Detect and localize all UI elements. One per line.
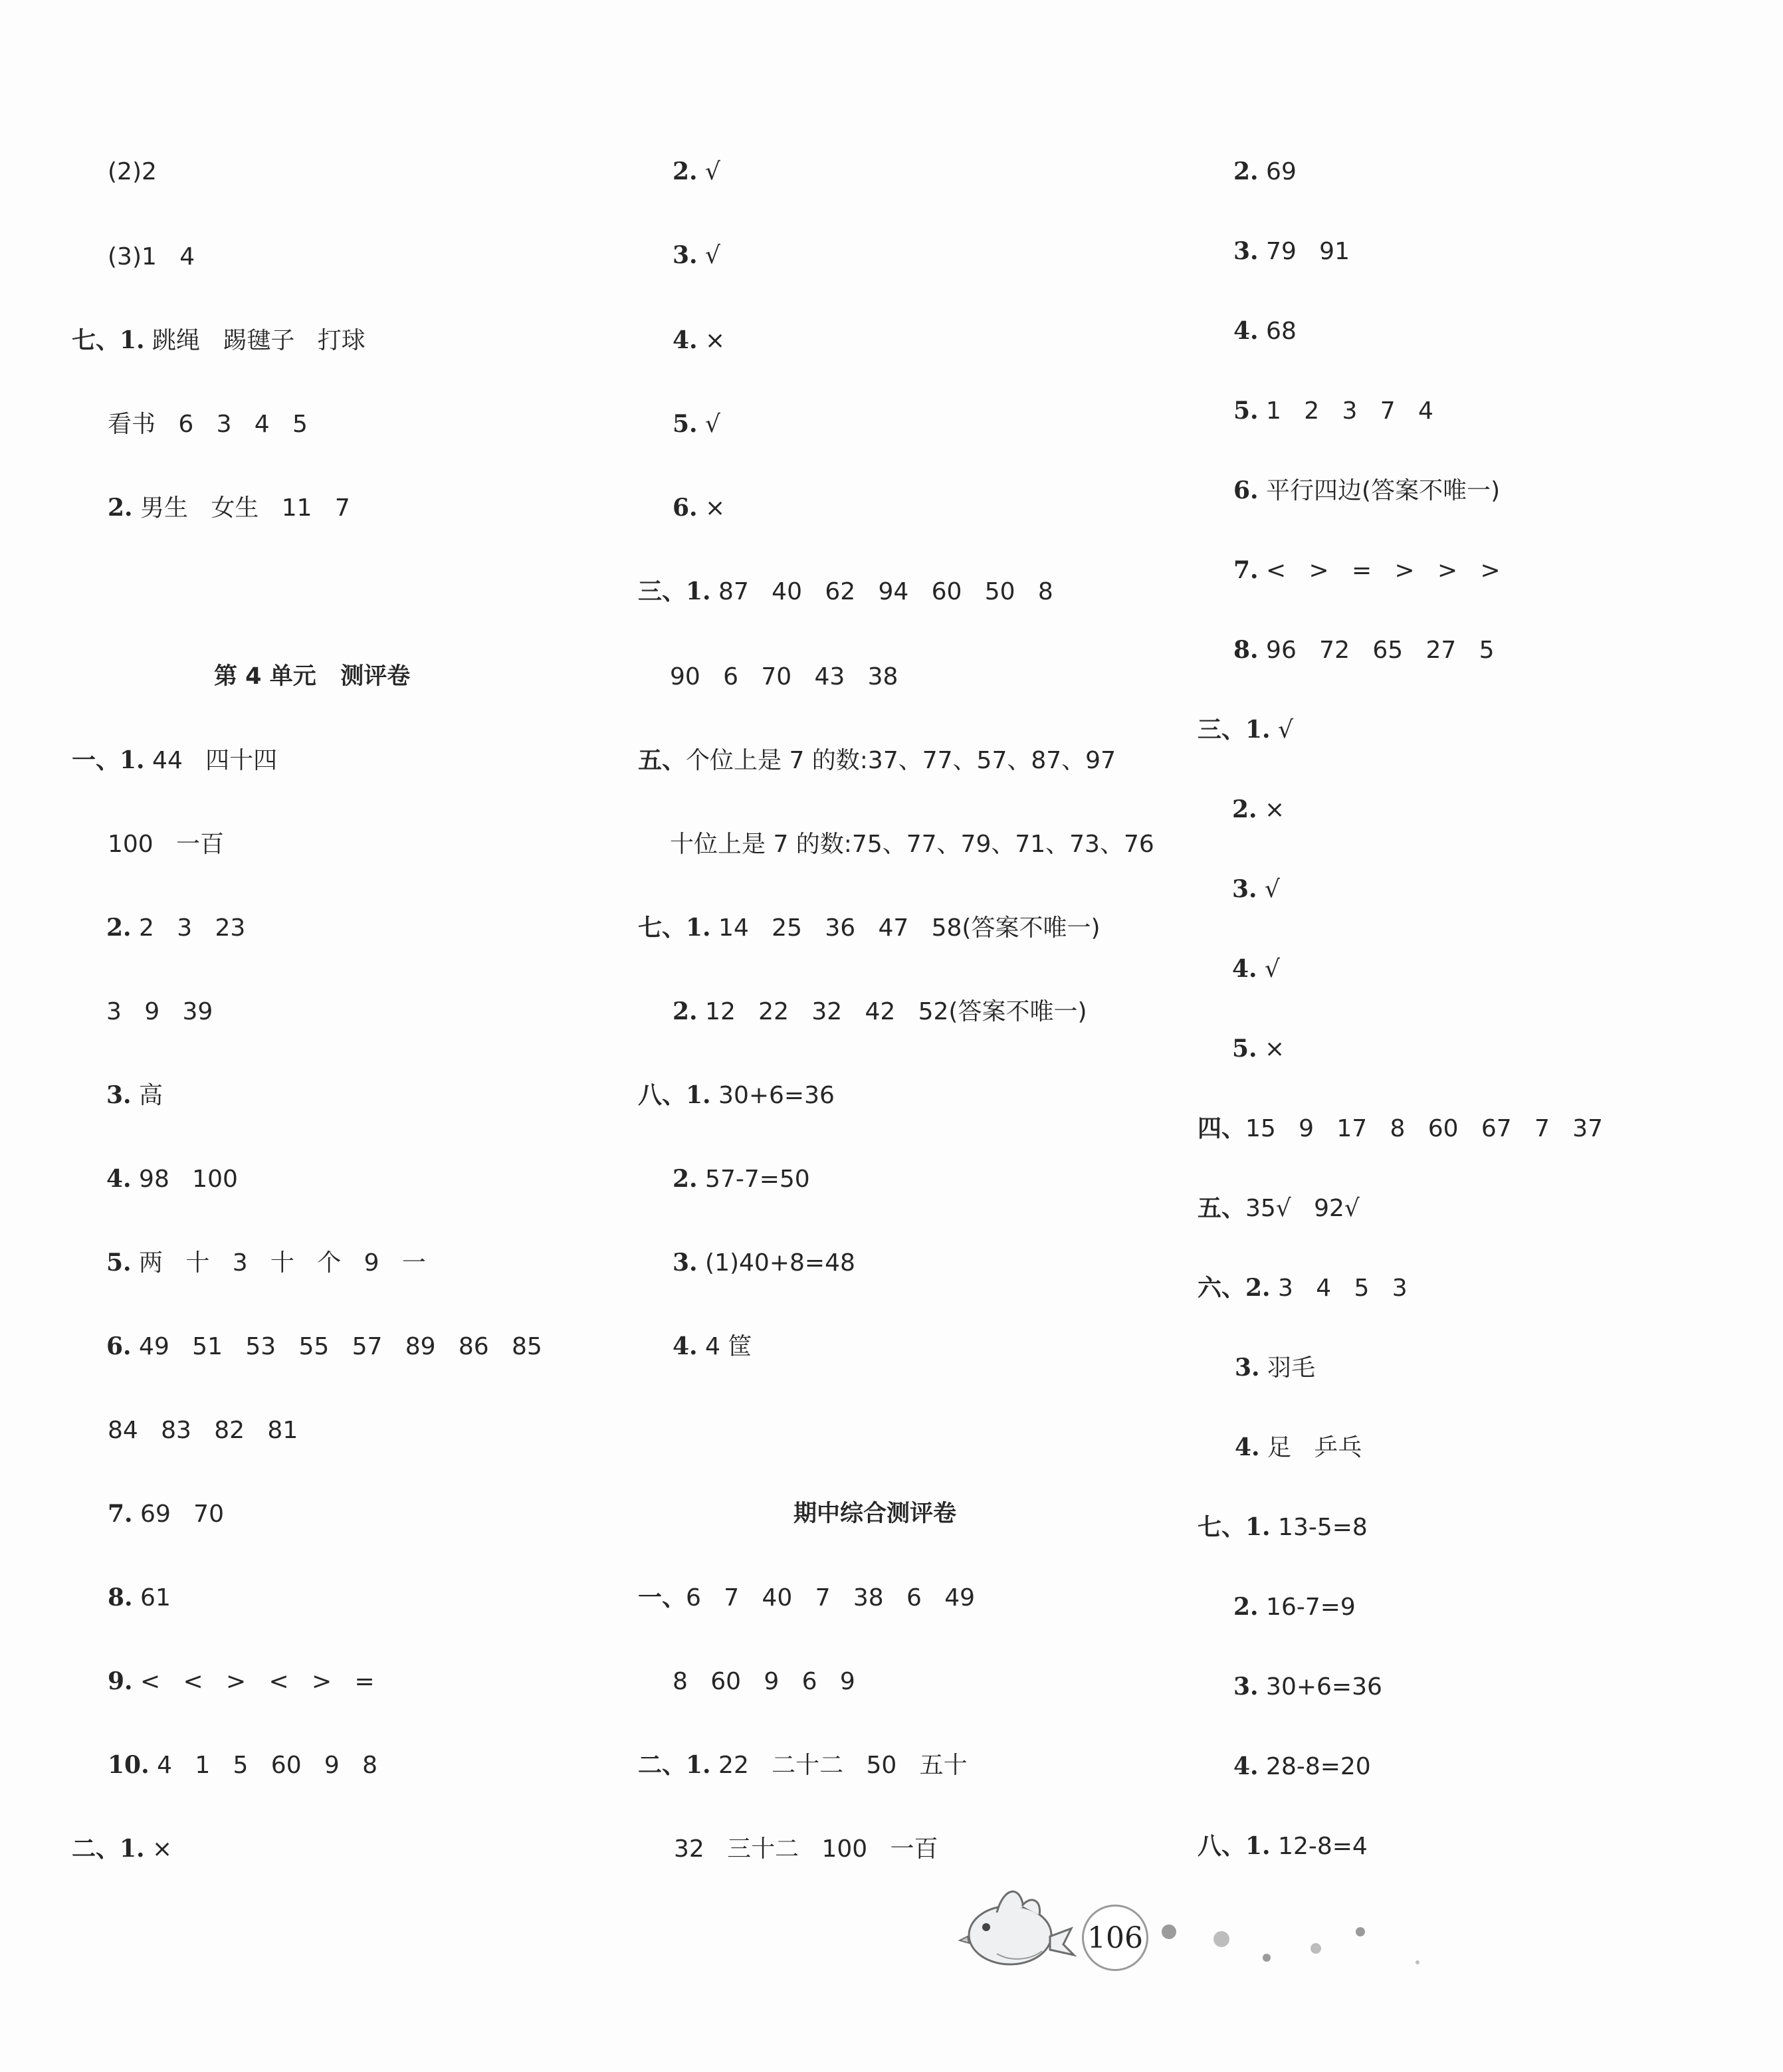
answer-line (108, 1749, 377, 1782)
item-number: 6. (106, 1332, 132, 1360)
answer-line (106, 1163, 238, 1195)
answer-line (108, 1498, 224, 1530)
answer-text: 3 9 39 (106, 998, 213, 1025)
answer-text: 69 70 (132, 1501, 224, 1528)
item-number: 2. (1233, 157, 1259, 185)
item-number: 10. (108, 1751, 150, 1779)
answer-line (673, 239, 720, 272)
answer-line (638, 912, 1101, 944)
decorative-dot (1356, 1927, 1365, 1936)
answer-line (638, 1079, 835, 1112)
item-number: 2. (1232, 795, 1257, 823)
answer-line (106, 1079, 163, 1112)
item-number: 2. (673, 157, 698, 185)
answer-text: 69 (1258, 158, 1297, 185)
decorative-dot (1162, 1924, 1176, 1939)
item-number: 4. (106, 1165, 132, 1193)
item-number: 一、1. (72, 746, 145, 774)
section-heading: 期中综合测评卷 (793, 1501, 957, 1527)
answer-text: 男生 女生 11 7 (132, 494, 350, 522)
answer-text: 30+6=36 (1258, 1673, 1382, 1701)
answer-text: 22 二十二 50 五十 (710, 1752, 968, 1779)
answer-line (1235, 1431, 1362, 1464)
answer-line (1198, 1511, 1368, 1544)
item-number: 3. (673, 1249, 698, 1277)
answer-text: 90 6 70 43 38 (670, 663, 898, 690)
item-number: 3. (1233, 237, 1259, 265)
decorative-dot (1416, 1960, 1419, 1964)
item-number: 4. (673, 326, 698, 354)
item-number: 4. (1235, 1433, 1260, 1461)
answer-line (108, 408, 308, 441)
answer-text: 6 7 40 7 38 6 49 (686, 1584, 976, 1611)
answer-line (673, 492, 725, 524)
answer-text: < < > < > = (132, 1668, 375, 1695)
answer-text: 4 1 5 60 9 8 (149, 1752, 378, 1779)
item-number: 七、1. (72, 326, 145, 354)
answer-text: 1 2 3 7 4 (1258, 397, 1433, 425)
bird-icon (957, 1881, 1077, 1974)
answer-text: 61 (132, 1584, 171, 1611)
item-number: 3. (673, 241, 698, 269)
decorative-dot (1213, 1931, 1229, 1947)
item-number: 4. (1232, 955, 1257, 983)
answer-text: 12 22 32 42 52(答案不唯一) (697, 998, 1087, 1025)
item-number: 6. (673, 494, 698, 522)
answer-line (1198, 1272, 1408, 1304)
answer-text: √ (1257, 956, 1280, 983)
answer-line (673, 1330, 752, 1363)
answer-line (1233, 235, 1350, 268)
item-number: 7. (108, 1500, 133, 1528)
item-number: 4. (1233, 1752, 1259, 1780)
item-number: 4. (1233, 317, 1259, 345)
decorative-dot (1311, 1943, 1321, 1954)
answer-line (670, 661, 898, 693)
item-number: 八、1. (1198, 1832, 1271, 1860)
answer-line (1232, 873, 1280, 906)
answer-line (108, 492, 350, 524)
answer-line (108, 1665, 375, 1698)
answer-text: 看书 6 3 4 5 (108, 411, 308, 438)
answer-text: √ (697, 411, 720, 438)
answer-text: 44 四十四 (144, 747, 278, 774)
item-number: 6. (1233, 476, 1259, 504)
answer-line (72, 324, 366, 357)
answer-text: 28-8=20 (1258, 1753, 1371, 1780)
answer-line (1233, 554, 1501, 587)
answer-text: × (144, 1835, 173, 1863)
item-number: 5. (1233, 397, 1259, 425)
answer-line (106, 1247, 426, 1279)
answer-line (108, 1414, 298, 1447)
item-number: 2. (106, 914, 132, 942)
answer-text: 高 (131, 1082, 163, 1109)
answer-text: 羽毛 (1259, 1354, 1316, 1382)
answer-line (674, 1833, 938, 1865)
answer-line (673, 324, 725, 357)
answer-line (1233, 1671, 1382, 1703)
answer-text: √ (697, 242, 720, 269)
answer-text: 98 100 (131, 1166, 238, 1193)
answer-line (1198, 714, 1293, 746)
item-number: 2. (1233, 1593, 1259, 1621)
answer-line (1232, 953, 1280, 985)
answer-text: √ (697, 158, 720, 185)
answer-line (1233, 315, 1297, 348)
answer-text: × (697, 494, 726, 522)
answer-text: 35√ 92√ (1245, 1195, 1360, 1222)
answer-line (673, 1163, 810, 1195)
item-number: 3. (1232, 875, 1257, 903)
answer-text: 16-7=9 (1258, 1594, 1356, 1621)
answer-text: 79 91 (1258, 238, 1350, 265)
answer-text: 96 72 65 27 5 (1258, 637, 1495, 664)
answer-line (1198, 1112, 1603, 1145)
answer-text: 3 4 5 3 (1270, 1275, 1408, 1302)
answer-text: √ (1270, 716, 1293, 744)
answer-line (1233, 155, 1297, 188)
item-number: 8. (1233, 636, 1259, 664)
page-number: 106 (1087, 1920, 1143, 1955)
item-number: 四、 (1198, 1114, 1246, 1142)
answer-text: 个位上是 7 的数:37、77、57、87、97 (686, 747, 1116, 774)
item-number: 2. (673, 1165, 698, 1193)
answer-line (673, 995, 1087, 1028)
answer-line (1233, 634, 1495, 667)
answer-text: × (1257, 1035, 1285, 1063)
answer-line (106, 1330, 542, 1363)
answer-line (638, 744, 1116, 777)
page-number-badge (1082, 1905, 1148, 1971)
item-number: 9. (108, 1667, 133, 1695)
answer-text: (1)40+8=48 (697, 1249, 855, 1277)
answer-text: 49 51 53 55 57 89 86 85 (131, 1333, 542, 1360)
item-number: 3. (1233, 1673, 1259, 1701)
item-number: 五、 (638, 746, 686, 774)
answer-text: (2)2 (108, 158, 157, 185)
answer-line (72, 744, 277, 777)
answer-line (1235, 1352, 1315, 1384)
answer-text: 57-7=50 (697, 1166, 810, 1193)
answer-text: × (1257, 796, 1285, 823)
answer-line (673, 408, 720, 441)
answer-line (1198, 1192, 1360, 1225)
answer-text: 跳绳 踢毽子 打球 (144, 327, 366, 354)
answer-line (673, 1247, 855, 1279)
answer-text: 87 40 62 94 60 50 8 (710, 578, 1053, 605)
answer-line (1233, 474, 1500, 507)
answer-line (108, 155, 157, 188)
item-number: 二、1. (638, 1751, 711, 1779)
answer-line (638, 1582, 975, 1614)
answer-line (638, 1749, 968, 1782)
answer-text: 8 60 9 6 9 (673, 1668, 855, 1695)
answer-line (638, 575, 1053, 608)
item-number: 二、1. (72, 1835, 145, 1863)
answer-line (673, 155, 720, 188)
answer-text: 两 十 3 十 个 9 一 (131, 1249, 426, 1277)
item-number: 一、 (638, 1584, 686, 1611)
item-number: 3. (106, 1081, 132, 1109)
answer-line (1233, 395, 1433, 427)
answer-line (108, 241, 195, 273)
answer-text: 足 乒乓 (1259, 1434, 1362, 1461)
answer-text: (3)1 4 (108, 243, 195, 270)
item-number: 8. (108, 1584, 133, 1611)
answer-line (106, 912, 245, 944)
answer-line (106, 995, 213, 1028)
answer-text: 32 三十二 100 一百 (674, 1835, 938, 1863)
answer-line (1232, 793, 1285, 826)
answer-text: 100 一百 (108, 831, 225, 858)
item-number: 5. (106, 1249, 132, 1277)
answer-line (673, 1665, 855, 1698)
answer-text: √ (1257, 876, 1280, 903)
answer-line (1233, 1591, 1356, 1623)
answer-line (1232, 1033, 1285, 1065)
answer-line (108, 828, 224, 861)
answer-line (670, 828, 1154, 861)
answer-text: 68 (1258, 318, 1297, 345)
item-number: 4. (673, 1332, 698, 1360)
item-number: 七、1. (1198, 1513, 1271, 1541)
item-number: 三、1. (638, 577, 711, 605)
answer-line (72, 1833, 172, 1865)
answer-text: 13-5=8 (1270, 1514, 1368, 1541)
answer-text: < > = > > > (1258, 557, 1501, 584)
answer-text: 平行四边(答案不唯一) (1258, 477, 1501, 504)
answer-text: 4 筐 (697, 1333, 752, 1360)
item-number: 三、1. (1198, 716, 1271, 744)
item-number: 2. (673, 997, 698, 1025)
answer-text: × (697, 327, 726, 354)
item-number: 3. (1235, 1354, 1260, 1382)
item-number: 2. (108, 494, 133, 522)
answer-text: 84 83 82 81 (108, 1417, 298, 1444)
item-number: 七、1. (638, 914, 711, 942)
answer-text: 14 25 36 47 58(答案不唯一) (710, 914, 1101, 942)
section-heading: 第 4 单元 测评卷 (214, 663, 411, 690)
item-number: 5. (673, 410, 698, 438)
item-number: 7. (1233, 556, 1259, 584)
answer-line (108, 1582, 171, 1614)
answer-text: 十位上是 7 的数:75、77、79、71、73、76 (670, 831, 1154, 858)
answer-text: 15 9 17 8 60 67 7 37 (1245, 1115, 1604, 1142)
decorative-dot (1263, 1954, 1271, 1962)
item-number: 六、2. (1198, 1274, 1271, 1302)
answer-line (1233, 1750, 1371, 1783)
answer-text: 30+6=36 (710, 1082, 835, 1109)
answer-text: 2 3 23 (131, 914, 246, 942)
item-number: 八、1. (638, 1081, 711, 1109)
answer-line (1198, 1830, 1368, 1863)
item-number: 5. (1232, 1035, 1257, 1063)
item-number: 五、 (1198, 1194, 1246, 1222)
answer-text: 12-8=4 (1270, 1833, 1368, 1860)
